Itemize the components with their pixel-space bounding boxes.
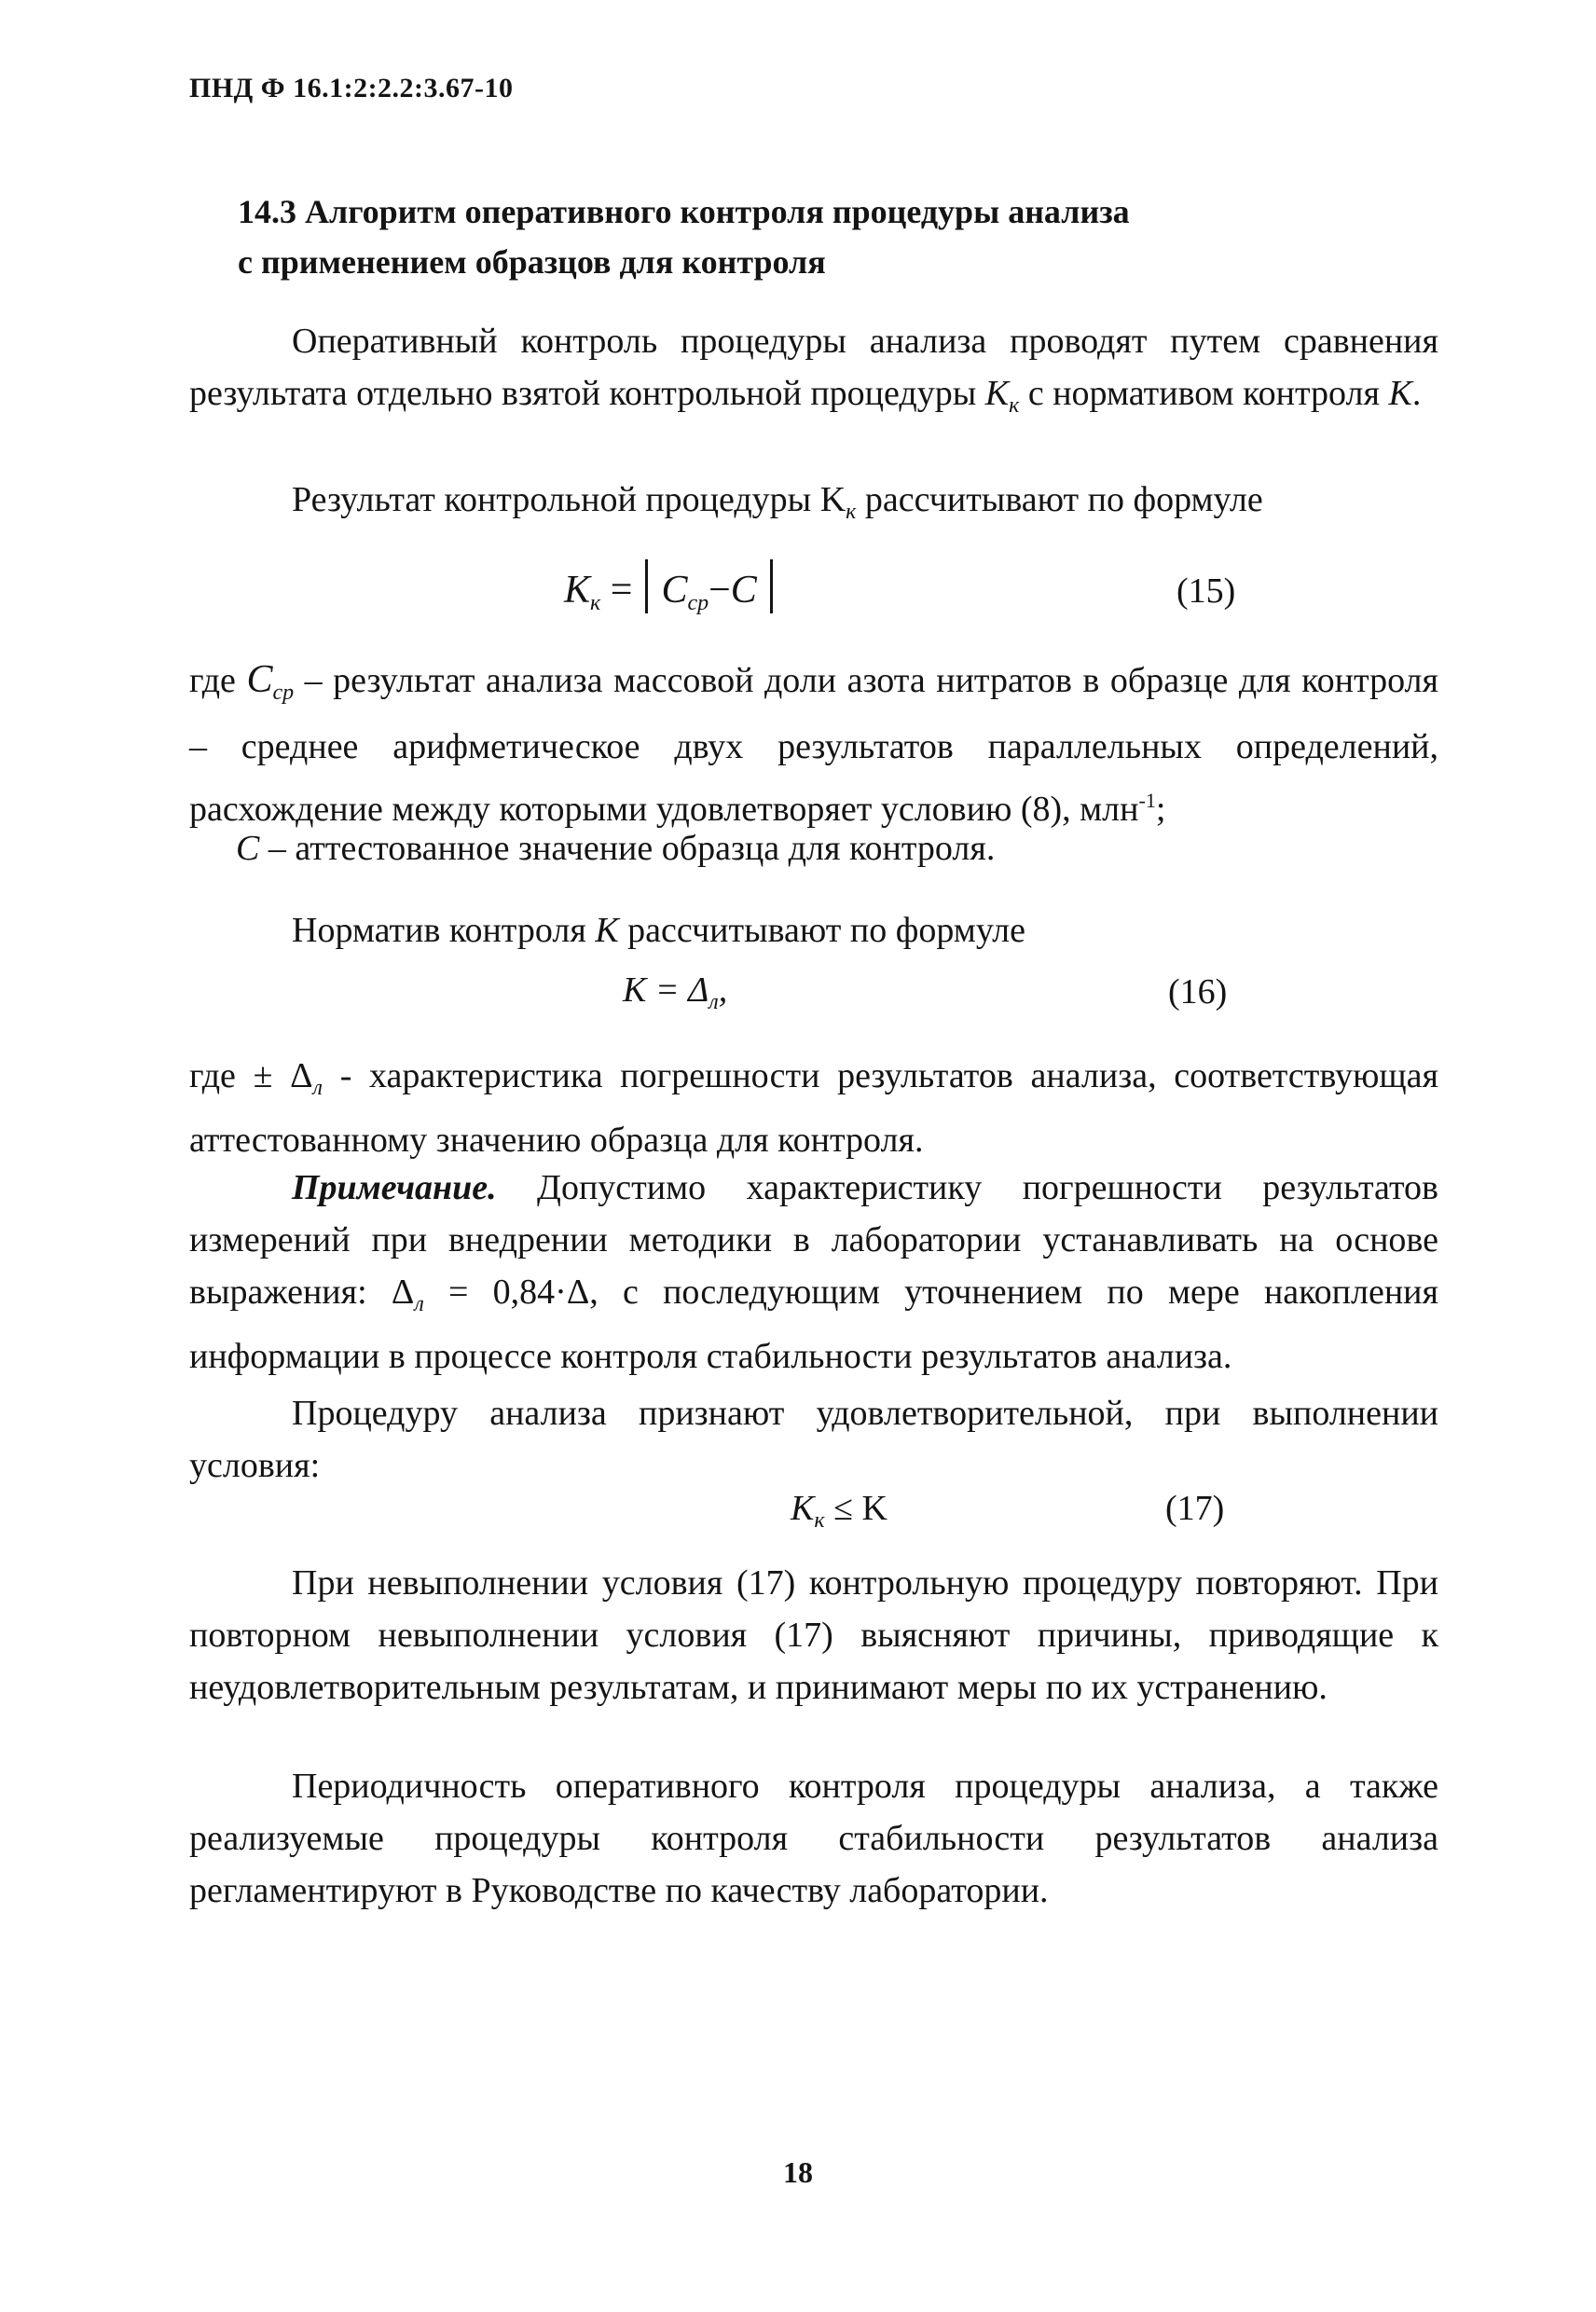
paragraph-text: = 0,84·Δ, с последующим уточнением по мере накопления информации в процессе контроля стабильности результатов анализа. (189, 1273, 1438, 1376)
absolute-value-bar-right (770, 559, 773, 613)
formula-symbol: K (791, 1489, 815, 1528)
symbol-c-avg: C (246, 658, 273, 701)
paragraph-text: – результат анализа массовой доли азота нитратов в образце для контроля – среднее арифметическое двух результатов параллельных определений, расхождение между которыми удовлетворяет условию (8), млн (189, 661, 1439, 829)
paragraph-note (189, 1162, 1438, 1383)
formula-15 (564, 559, 786, 616)
paragraph-text: Периодичность оперативного контроля процедуры анализа, а также реализуемые процедуры контроля стабильности результатов анализа регламентируют в Руководстве по качеству лаборатории. (189, 1767, 1438, 1910)
section-title-line-2: с применением образцов для контроля (238, 243, 826, 281)
document-code-header: ПНД Ф 16.1:2:2.2:3.67-10 (189, 73, 514, 103)
subscript: ср (687, 591, 709, 615)
equals-sign: = (610, 569, 633, 612)
paragraph-acceptance-condition (189, 1387, 1438, 1492)
subscript: к (814, 1508, 825, 1533)
paragraph-text: Результат контрольной процедуры K (292, 480, 846, 519)
paragraph-text: ; (1155, 790, 1166, 829)
paragraph-text: При невыполнении условия (17) контрольную процедуру повторяют. При повторном невыполнении условия (17) выясняют причины, приводящие к неудовлетворительным результатам, и принимают меры по их устранению. (189, 1563, 1438, 1707)
paragraph-failure-handling (189, 1557, 1438, 1713)
formula-symbol: C (730, 569, 757, 612)
paragraph-periodicity (189, 1760, 1438, 1917)
formula-symbol: K (564, 569, 591, 612)
section-title (238, 186, 1450, 287)
subscript: к (1009, 393, 1020, 418)
formula-17 (791, 1488, 887, 1534)
paragraph-text: рассчитывают по формуле (618, 911, 1025, 950)
formula-17-number: (17) (1165, 1489, 1225, 1528)
subscript: л (312, 1076, 323, 1100)
paragraph-text: Допустимо характеристику погрешности результатов измерений при внедрении методики в лаборатории устанавливать на основе выражения: Δ (189, 1168, 1438, 1312)
subscript: к (846, 500, 857, 524)
formula-comma: , (718, 970, 728, 1010)
subscript: ср (272, 681, 295, 705)
subscript: л (709, 990, 719, 1014)
paragraph-text: Процедуру анализа признают удовлетворительной, при выполнении условия: (189, 1394, 1438, 1485)
paragraph-where-cav (189, 653, 1438, 836)
minus-sign: − (709, 569, 731, 612)
paragraph-certified-value (189, 822, 1438, 874)
paragraph-text: с нормативом контроля (1019, 374, 1389, 413)
formula-16 (623, 970, 727, 1015)
paragraph-text: – аттестованное значение образца для контроля. (259, 829, 996, 868)
paragraph-text: - характеристика погрешности результатов анализа, соответствующая аттестованному значению образца для контроля. (189, 1056, 1438, 1160)
paragraph-text: где ± Δ (189, 1056, 313, 1095)
where-label: где (189, 661, 236, 700)
symbol-kk: K (984, 374, 1010, 413)
formula-16-number: (16) (1168, 972, 1228, 1012)
paragraph-text: Оперативный контроль процедуры анализа проводят путем сравнения результата отдельно взятой контрольной процедуры (189, 322, 1438, 413)
formula-relation: ≤ K (833, 1489, 887, 1528)
paragraph-text: Норматив контроля (292, 911, 596, 950)
page-number: 18 (783, 2155, 813, 2189)
formula-15-number: (15) (1176, 571, 1236, 611)
subscript: л (414, 1292, 424, 1316)
note-label: Примечание. (292, 1168, 497, 1207)
paragraph-text: . (1411, 374, 1422, 413)
symbol-c: C (236, 829, 260, 868)
superscript: -1 (1138, 789, 1156, 812)
symbol-k: K (1388, 374, 1412, 413)
formula-symbol: C (661, 569, 688, 612)
paragraph-result-formula-intro (189, 474, 1438, 538)
paragraph-where-delta (189, 1050, 1438, 1166)
subscript: к (590, 591, 601, 615)
symbol-k: K (595, 911, 619, 950)
paragraph-norm-formula-intro (189, 904, 1438, 956)
section-title-line-1: 14.3 Алгоритм оперативного контроля процедуры анализа (238, 193, 1130, 230)
formula-expression: K = Δ (623, 970, 709, 1010)
paragraph-text: рассчитывают по формуле (856, 480, 1263, 519)
paragraph-operative-control (189, 315, 1438, 432)
absolute-value-bar-left (645, 559, 648, 613)
